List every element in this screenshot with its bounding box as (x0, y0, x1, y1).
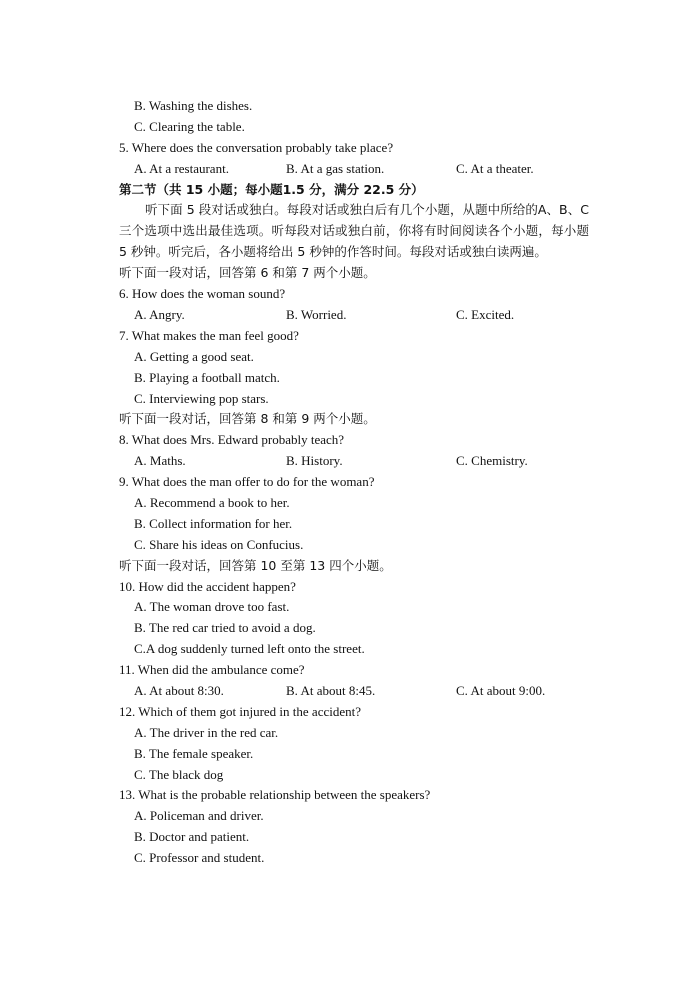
q10-option-b: B. The red car tried to avoid a dog. (134, 620, 316, 636)
q13-option-a: A. Policeman and driver. (134, 808, 264, 824)
question-12: 12. Which of them got injured in the accident? (119, 703, 361, 719)
q8-option-a: A. Maths. (134, 453, 186, 469)
question-10: 10. How did the accident happen? (119, 578, 296, 594)
q13-option-c: C. Professor and student. (134, 850, 265, 866)
q13-option-b: B. Doctor and patient. (134, 829, 250, 845)
q10-option-a: A. The woman drove too fast. (134, 599, 290, 615)
question-11: 11. When did the ambulance come? (119, 662, 305, 678)
section-heading: 第二节（共 15 小题；每小题1.5 分，满分 22.5 分） (119, 181, 424, 197)
q10-option-c: C.A dog suddenly turned left onto the street. (134, 641, 365, 657)
q6-options (119, 305, 589, 326)
q12-option-a: A. The driver in the red car. (134, 724, 279, 740)
q12-option-b: B. The female speaker. (134, 745, 254, 761)
question-8: 8. What does Mrs. Edward probably teach? (119, 432, 345, 448)
q4-option-c: C. Clearing the table. (134, 118, 245, 134)
q5-option-b: B. At a gas station. (286, 160, 385, 176)
q6-option-a: A. Angry. (134, 306, 185, 322)
q7-option-a: A. Getting a good seat. (134, 348, 254, 364)
q4-option-b: B. Washing the dishes. (134, 98, 253, 113)
q5-option-c: C. At a theater. (456, 160, 534, 176)
q5-option-a: A. At a restaurant. (134, 160, 229, 176)
q11-options (119, 681, 589, 702)
q7-option-b: B. Playing a football match. (134, 369, 280, 385)
group-instruction-8-9: 听下面一段对话，回答第 8 和第 9 两个小题。 (119, 411, 376, 427)
listening-section (119, 96, 589, 869)
q9-option-b: B. Collect information for her. (134, 515, 293, 531)
q5-options (119, 159, 589, 180)
group-instruction-6-7: 听下面一段对话，回答第 6 和第 7 两个小题。 (119, 265, 376, 281)
group-instruction-10-13: 听下面一段对话，回答第 10 至第 13 四个小题。 (119, 557, 392, 573)
q8-option-b: B. History. (286, 453, 343, 469)
question-9: 9. What does the man offer to do for the woman? (119, 474, 375, 490)
q7-option-c: C. Interviewing pop stars. (134, 390, 269, 406)
question-5: 5. Where does the conversation probably take place? (119, 139, 394, 155)
q9-option-a: A. Recommend a book to her. (134, 494, 290, 510)
section-instructions: 听下面 5 段对话或独白。每段对话或独白后有几个小题，从题中所给的A、B、C 三个选项中选出最佳选项。听每段对话或独白前，你将有时间阅读各个小题，每小题 5 秒钟。听完后，各小题将给出 5 秒钟的作答时间。每段对话或独白读两遍。 (119, 202, 589, 260)
q12-option-c: C. The black dog (134, 766, 224, 782)
q6-option-c: C. Excited. (456, 306, 515, 322)
q9-option-c: C. Share his ideas on Confucius. (134, 536, 304, 552)
question-13: 13. What is the probable relationship between the speakers? (119, 787, 431, 803)
q8-options (119, 451, 589, 472)
q6-option-b: B. Worried. (286, 306, 347, 322)
q8-option-c: C. Chemistry. (456, 453, 528, 469)
q11-option-c: C. At about 9:00. (456, 682, 546, 698)
question-7: 7. What makes the man feel good? (119, 327, 299, 343)
q11-option-b: B. At about 8:45. (286, 682, 376, 698)
question-6: 6. How does the woman sound? (119, 286, 286, 302)
q11-option-a: A. At about 8:30. (134, 682, 224, 698)
